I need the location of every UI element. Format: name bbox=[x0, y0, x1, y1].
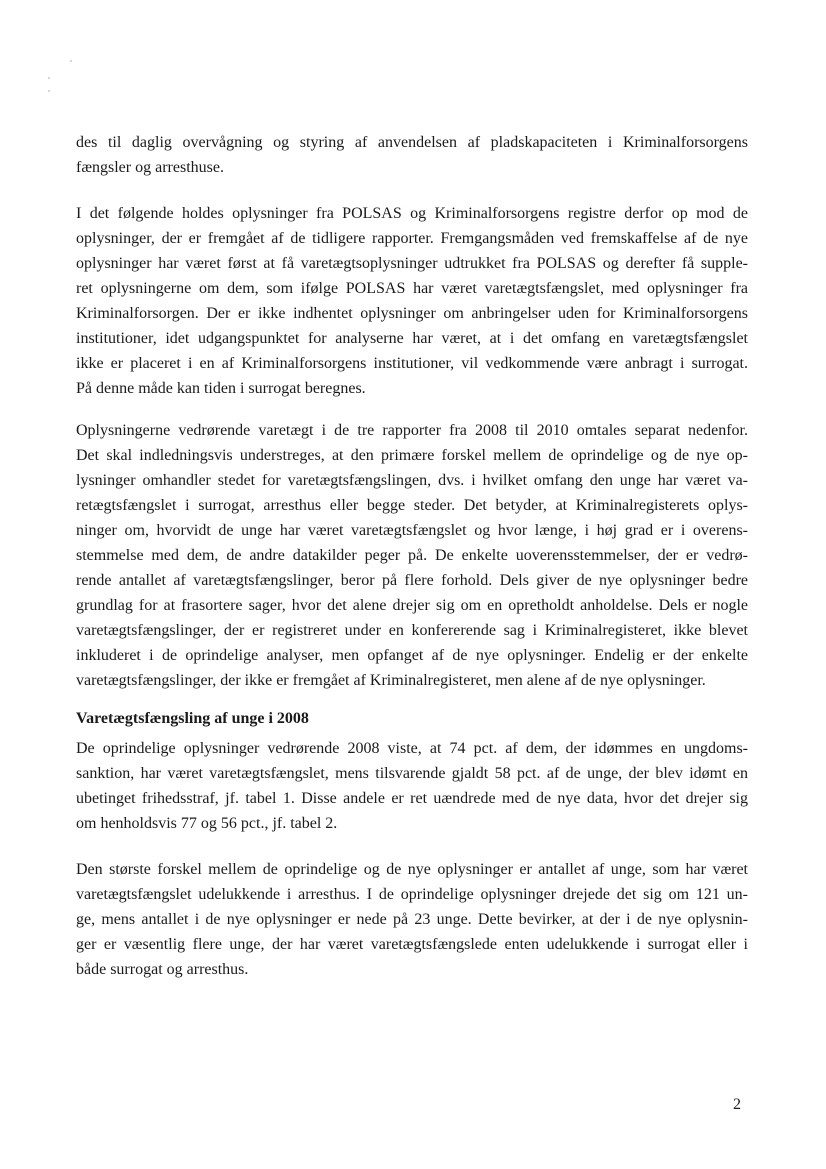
text-line: des til daglig overvågning og styring af anvendelsen af pladskapaciteten i Kriminalforsorgens bbox=[76, 134, 748, 151]
paragraph-custody-information bbox=[76, 418, 748, 693]
text-line: ger er væsentlig flere unge, der har været varetægtsfængslede enten udelukkende i surrogat eller i bbox=[76, 936, 748, 953]
paragraph-2008-findings bbox=[76, 736, 748, 836]
text-line: Oplysningerne vedrørende varetægt i de tre rapporter fra 2008 til 2010 omtales separat nedenfor. bbox=[76, 422, 748, 439]
text-line: varetægtsfængslet udelukkende i arresthus. I de oprindelige oplysninger drejede det sig om 121 un- bbox=[76, 886, 748, 903]
paragraph-data-sources bbox=[76, 201, 748, 401]
text-line: Det skal indledningsvis understreges, at den primære forskel mellem de oprindelige og de nye op- bbox=[76, 447, 748, 464]
paragraph-intro-continuation bbox=[76, 130, 748, 180]
text-line: ret oplysningerne om dem, som ifølge POLSAS har været varetægtsfængslet, med oplysninger fra bbox=[76, 280, 748, 297]
text-line: varetægtsfængslinger, der ikke er fremgået af Kriminalregisteret, men alene af de nye oplysninger. bbox=[76, 672, 706, 689]
text-line: lysninger omhandler stedet for varetægtsfængslingen, dvs. i hvilket omfang den unge har været va- bbox=[76, 472, 748, 489]
text-line: varetægtsfængslinger, der er registreret under en konfererende sag i Kriminalregisteret, ikke blevet bbox=[76, 622, 748, 639]
text-line: I det følgende holdes oplysninger fra POLSAS og Kriminalforsorgens registre derfor op mod de bbox=[76, 205, 748, 222]
text-line: På denne måde kan tiden i surrogat beregnes. bbox=[76, 380, 366, 397]
text-line: både surrogat og arresthus. bbox=[76, 961, 249, 978]
text-line: inkluderet i de oprindelige analyser, men opfanget af de nye oplysninger. Endelig er der enkelte bbox=[76, 647, 748, 664]
text-line: oplysninger har været først at få varetægtsoplysninger udtrukket fra POLSAS og derefter få supple- bbox=[76, 255, 748, 272]
text-line: sanktion, har været varetægtsfængslet, mens tilsvarende gjaldt 58 pct. af de unge, der blev idømt en bbox=[76, 765, 748, 782]
scan-artifact bbox=[70, 60, 72, 62]
text-line: om henholdsvis 77 og 56 pct., jf. tabel 2. bbox=[76, 815, 338, 832]
text-line: ge, mens antallet i de nye oplysninger er nede på 23 unge. Dette bevirker, at der i de nye oplysnin- bbox=[76, 911, 748, 928]
scan-artifact bbox=[48, 77, 50, 79]
page-number: 2 bbox=[733, 1096, 741, 1113]
text-line: ubetinget frihedsstraf, jf. tabel 1. Disse andele er ret uændrede med de nye data, hvor det drejer sig bbox=[76, 790, 748, 807]
paragraph-largest-difference bbox=[76, 857, 748, 982]
text-line: fængsler og arresthuse. bbox=[76, 159, 224, 176]
scan-artifact bbox=[48, 90, 50, 92]
text-line: grundlag for at frasortere sager, hvor det alene drejer sig om en opretholdt anholdelse. Dels er nogle bbox=[76, 597, 748, 614]
text-line: Den største forskel mellem de oprindelige og de nye oplysninger er antallet af unge, som har været bbox=[76, 861, 748, 878]
text-line: institutioner, idet udgangspunktet for analyserne har været, at i det omfang en varetægtsfængslet bbox=[76, 330, 748, 347]
section-heading: Varetægtsfængsling af unge i 2008 bbox=[76, 710, 309, 727]
text-line: De oprindelige oplysninger vedrørende 2008 viste, at 74 pct. af dem, der idømmes en ungdoms- bbox=[76, 740, 748, 757]
text-line: retægtsfængslet i surrogat, arresthus eller begge steder. Det betyder, at Kriminalregisterets oplys- bbox=[76, 497, 748, 514]
text-line: oplysninger, der er fremgået af de tidligere rapporter. Fremgangsmåden ved fremskaffelse af de nye bbox=[76, 230, 748, 247]
text-line: ikke er placeret i en af Kriminalforsorgens institutioner, vil vedkommende være anbragt i surrogat. bbox=[76, 355, 748, 372]
text-line: rende antallet af varetægtsfængslinger, beror på flere forhold. Dels giver de nye oplysninger bedre bbox=[76, 572, 748, 589]
text-line: stemmelse med dem, de andre datakilder peger på. De enkelte uoverensstemmelser, der er vedrø- bbox=[76, 547, 748, 564]
text-line: Kriminalforsorgen. Der er ikke indhentet oplysninger om anbringelser uden for Kriminalforsorgens bbox=[76, 305, 748, 322]
text-line: ninger om, hvorvidt de unge har været varetægtsfængslet og hvor længe, i høj grad er i overens- bbox=[76, 522, 748, 539]
